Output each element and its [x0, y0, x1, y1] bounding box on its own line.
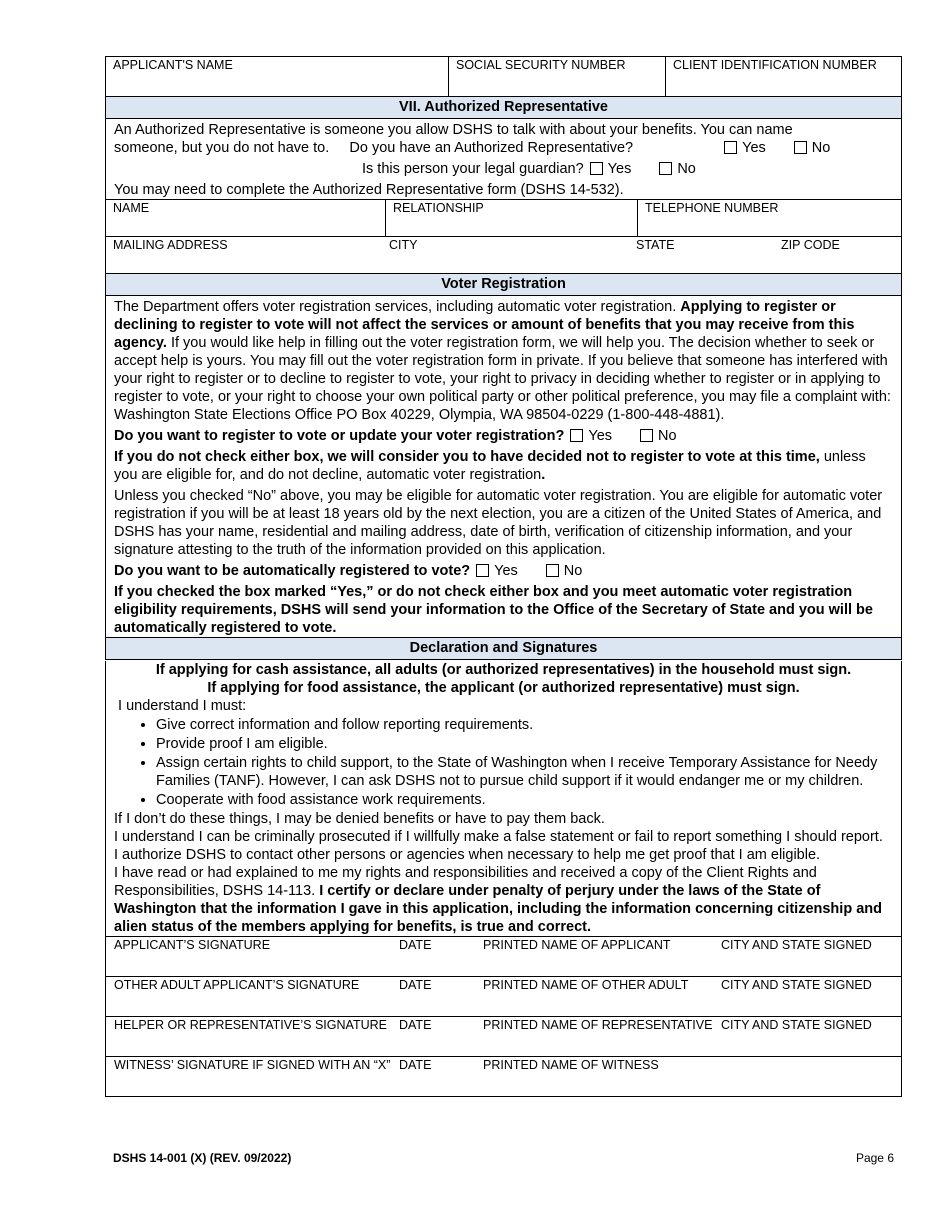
obligation-item: • Provide proof I am eligible. [156, 735, 893, 753]
applicant-name-field[interactable] [106, 57, 448, 96]
applicant-name-label: APPLICANT'S NAME [113, 58, 233, 72]
rep-telephone-label: TELEPHONE NUMBER [645, 201, 779, 215]
voter-question-register-text: Do you want to register to vote or update your voter registration? [114, 428, 565, 444]
prosecution-note: I understand I can be criminally prosecuted if I willfully make a false statement or fail to report something I should report. [114, 829, 883, 845]
client-id-label: CLIENT IDENTIFICATION NUMBER [673, 58, 877, 72]
authorized-rep-form-note: You may need to complete the Authorized Representative form (DSHS 14-532). [114, 182, 624, 198]
rep-address-row [105, 237, 902, 274]
cash-assistance-signing-note: If applying for cash assistance, all adults (or authorized representatives) in the household must sign. [155, 662, 852, 678]
guardian-no-checkbox[interactable] [659, 162, 672, 175]
witness-date-field[interactable]: DATE [399, 1058, 432, 1072]
representative-date-field[interactable]: DATE [399, 1018, 432, 1032]
voter-yes-note-text: If you checked the box marked “Yes,” or do not check either box and you meet automatic voter registration eligibility requirements, DSHS will send your information to the Office of the Secretary of State and you will be automatically registered to vote. [114, 584, 873, 636]
register-yes-label: Yes [588, 428, 613, 444]
rep-mailing-address-label: MAILING ADDRESS [113, 238, 228, 252]
guardian-question-text: Is this person your legal guardian? [362, 161, 584, 177]
rep-name-label: NAME [113, 201, 150, 215]
authorization-note: I authorize DSHS to contact other persons or agencies when necessary to help me get proof that I am eligible. [114, 847, 821, 863]
guardian-question [114, 160, 893, 178]
register-no-checkbox[interactable] [640, 429, 653, 442]
voter-question-auto-text: Do you want to be automatically registered to vote? [114, 563, 471, 579]
declaration-header: Declaration and Signatures [105, 638, 902, 660]
rep-contact-row [105, 200, 902, 237]
application-form-page [105, 56, 902, 1097]
voter-intro-start: The Department offers voter registration services, including automatic voter registration. [114, 299, 681, 315]
obligation-item: • Cooperate with food assistance work requirements. [156, 791, 893, 809]
rep-state-label: STATE [636, 238, 675, 252]
rep-zip-field[interactable] [774, 237, 901, 273]
has-rep-yes-label: Yes [742, 140, 766, 156]
representative-printed-name-field[interactable]: PRINTED NAME OF REPRESENTATIVE [483, 1018, 713, 1032]
witness-signature-field[interactable]: WITNESS’ SIGNATURE IF SIGNED WITH AN “X” [114, 1058, 391, 1072]
other-adult-printed-name-field[interactable]: PRINTED NAME OF OTHER ADULT [483, 978, 689, 992]
witness-printed-name-field[interactable]: PRINTED NAME OF WITNESS [483, 1058, 659, 1072]
other-adult-city-state-field[interactable]: CITY AND STATE SIGNED [721, 978, 872, 992]
applicant-city-state-field[interactable]: CITY AND STATE SIGNED [721, 938, 872, 952]
rights-acknowledgement: I have read or had explained to me my rights and responsibilities and received a copy of the Client Rights and Responsibilities, DSHS 14-113. [114, 865, 817, 899]
applicant-date-field[interactable]: DATE [399, 938, 432, 952]
food-assistance-signing-note: If applying for food assistance, the applicant (or authorized representative) must sign. [207, 680, 800, 696]
declaration-section [105, 661, 902, 936]
rep-city-field[interactable] [382, 237, 629, 273]
applicant-signature-field[interactable]: APPLICANT’S SIGNATURE [114, 938, 271, 952]
voter-question-register [114, 427, 893, 445]
auto-register-no-label: No [563, 563, 583, 579]
auto-register-yes-checkbox[interactable] [476, 564, 489, 577]
voter-no-check-rest: unless you are eligible for, and do not decline, automatic voter registration [114, 449, 866, 483]
guardian-no-label: No [677, 161, 696, 177]
perjury-certification: I certify or declare under penalty of perjury under the laws of the State of Washington that the information I gave in this application, including the information concerning citizenship and alien status of the members applying for benefits, is true and correct. [114, 883, 882, 935]
voter-registration-section [105, 296, 902, 638]
rep-relationship-label: RELATIONSHIP [393, 201, 484, 215]
ssn-label: SOCIAL SECURITY NUMBER [456, 58, 626, 72]
voter-registration-header: Voter Registration [105, 274, 902, 296]
page-number: Page 6 [855, 1151, 894, 1165]
auto-register-yes-label: Yes [494, 563, 518, 579]
signature-table [105, 936, 902, 1097]
signature-row-representative [105, 1017, 902, 1057]
obligations-list [114, 716, 893, 809]
has-rep-no-checkbox[interactable] [794, 141, 807, 154]
voter-no-check-period: . [541, 467, 546, 483]
rep-zip-label: ZIP CODE [781, 238, 840, 252]
voter-question-auto [114, 562, 893, 580]
ssn-field[interactable] [448, 57, 665, 96]
voter-no-check-bold: If you do not check either box, we will consider you to have decided not to register to vote at this time, [114, 449, 820, 465]
voter-intro [114, 298, 893, 424]
witness-city-state-field[interactable] [721, 1057, 901, 1096]
authorized-rep-header: VII. Authorized Representative [105, 97, 902, 119]
authorized-rep-intro: An Authorized Representative is someone you allow DSHS to talk with about your benefits. You can name [114, 122, 793, 138]
guardian-yes-label: Yes [607, 161, 632, 177]
signature-row-other-adult [105, 977, 902, 1017]
client-id-field[interactable] [665, 57, 901, 96]
form-id: DSHS 14-001 (X) (REV. 09/2022) [113, 1151, 292, 1165]
obligation-item: • Assign certain rights to child support, to the State of Washington when I receive Temporary Assistance for Needy Families (TANF). However, I can ask DSHS not to pursue child support if it would endanger me or my children. [156, 754, 893, 790]
denied-benefits-note: If I don’t do these things, I may be denied benefits or have to pay them back. [114, 811, 605, 827]
rep-relationship-field[interactable] [385, 200, 637, 236]
applicant-printed-name-field[interactable]: PRINTED NAME OF APPLICANT [483, 938, 671, 952]
other-adult-signature-field[interactable]: OTHER ADULT APPLICANT’S SIGNATURE [114, 978, 360, 992]
representative-city-state-field[interactable]: CITY AND STATE SIGNED [721, 1018, 872, 1032]
guardian-yes-checkbox[interactable] [590, 162, 603, 175]
has-rep-yes-checkbox[interactable] [724, 141, 737, 154]
voter-yes-note [114, 583, 893, 637]
voter-auto-info: Unless you checked “No” above, you may be eligible for automatic voter registration. You are eligible for automatic voter registration if you will be at least 18 years old by the next election, you are a citizen of the United States of America, and DSHS has your name, residential and mailing address, date of birth, verification of citizenship information, and your signature attesting to the truth of the information provided on this application. [114, 488, 883, 558]
voter-intro-bold: Applying to register or declining to register to vote will not affect the services or amount of benefits that you may receive from this agency. [114, 299, 855, 351]
other-adult-date-field[interactable]: DATE [399, 978, 432, 992]
certification-statement [114, 864, 893, 936]
authorized-rep-question-text: someone, but you do not have to. Do you have an Authorized Representative? [114, 140, 634, 156]
authorized-rep-question [114, 139, 893, 157]
signature-row-applicant [105, 937, 902, 977]
representative-signature-field[interactable]: HELPER OR REPRESENTATIVE’S SIGNATURE [114, 1018, 387, 1032]
obligation-item: • Give correct information and follow reporting requirements. [156, 716, 893, 734]
rep-name-field[interactable] [106, 200, 385, 236]
register-no-label: No [658, 428, 677, 444]
rep-city-label: CITY [389, 238, 418, 252]
voter-intro-rest: If you would like help in filling out the voter registration form, we will help you. The decision whether to seek or accept help is yours. You may fill out the voter registration form in private. If you believe that someone has interfered with your right to register or to decline to register to vote, your right to privacy in deciding whether to register or in applying to register to vote, or your right to choose your own political party or other political preference, you may file a complaint with: Washington State Elections Office PO Box 40229, Olympia, WA 98504-0229 (1-800-448-4881). [114, 335, 891, 423]
rep-state-field[interactable] [629, 237, 774, 273]
rep-telephone-field[interactable] [637, 200, 901, 236]
auto-register-no-checkbox[interactable] [546, 564, 559, 577]
identification-row [105, 56, 902, 97]
voter-no-check-note [114, 448, 893, 484]
authorized-rep-section [105, 119, 902, 200]
understand-intro: I understand I must: [114, 698, 247, 714]
rep-mailing-address-field[interactable] [106, 237, 382, 273]
has-rep-no-label: No [811, 140, 831, 156]
register-yes-checkbox[interactable] [570, 429, 583, 442]
signature-row-witness [105, 1057, 902, 1097]
